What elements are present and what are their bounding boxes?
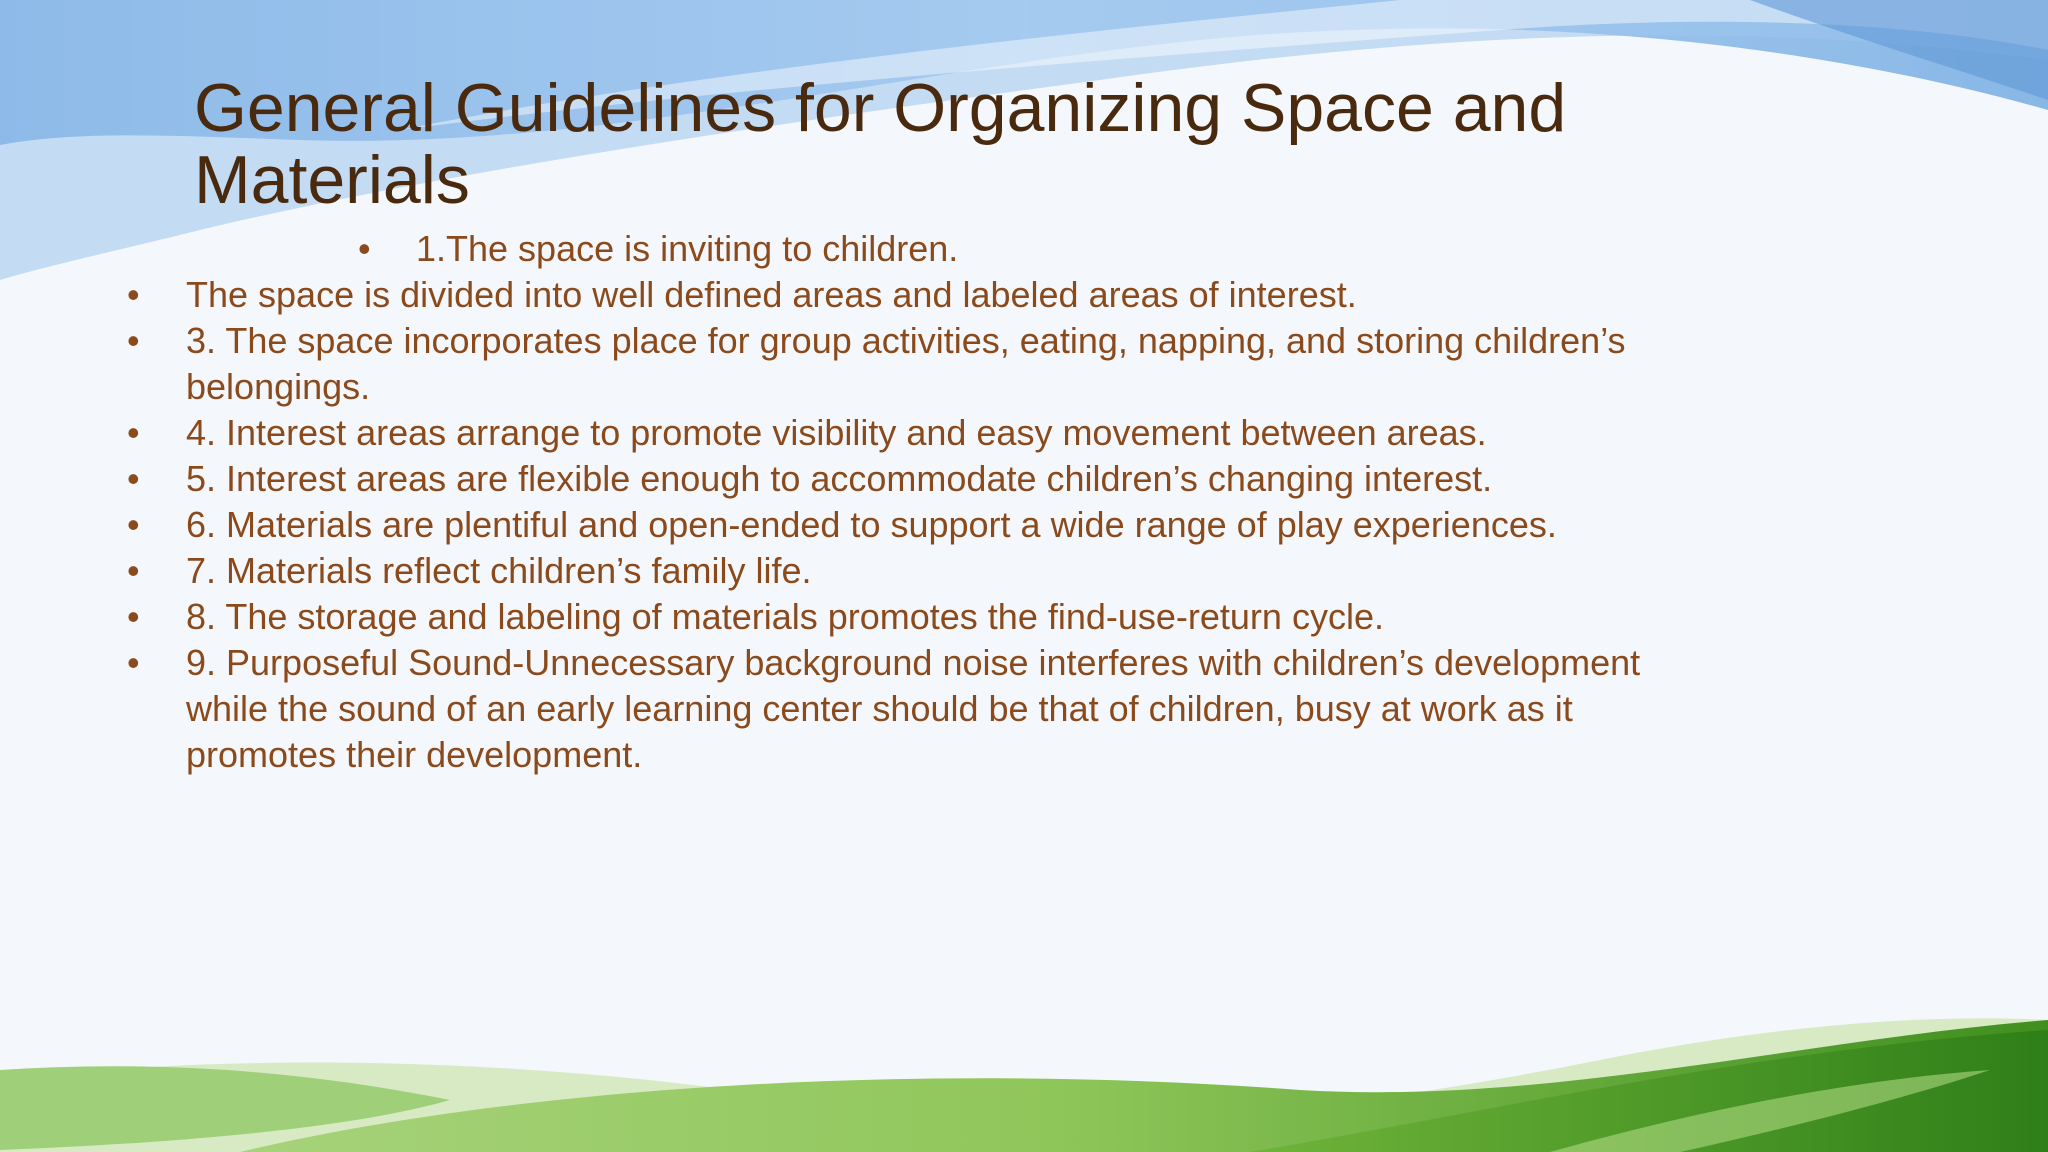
bullet-dot: • — [127, 458, 140, 499]
bullet-dot: • — [127, 320, 140, 361]
bullet-item-6 — [0, 502, 1700, 548]
bullet-item-1 — [0, 226, 1700, 272]
bullet-dot: • — [127, 504, 140, 545]
bullet-dot: • — [127, 274, 140, 315]
bullet-item-3 — [0, 318, 1700, 410]
bullet-item-2 — [0, 272, 1700, 318]
bullet-text: 3. The space incorporates place for group activities, eating, napping, and storing children’s belongings. — [186, 320, 1626, 407]
bullet-text: 9. Purposeful Sound-Unnecessary background noise interferes with children’s development while the sound of an early learning center should be that of children, busy at work as it promotes their development. — [186, 642, 1641, 775]
slide-title: General Guidelines for Organizing Space and Materials — [194, 70, 1567, 218]
bullet-text: 6. Materials are plentiful and open-ended to support a wide range of play experiences. — [186, 504, 1557, 545]
bullet-dot: • — [127, 412, 140, 453]
bullet-dot: • — [127, 596, 140, 637]
bullet-dot: • — [127, 642, 140, 683]
bullet-text: 1.The space is inviting to children. — [416, 228, 959, 269]
bullet-text: 8. The storage and labeling of materials promotes the find-use-return cycle. — [186, 596, 1384, 637]
bullet-text: 7. Materials reflect children’s family life. — [186, 550, 812, 591]
bullet-list — [0, 226, 1700, 778]
bullet-item-7 — [0, 548, 1700, 594]
bullet-dot: • — [358, 228, 371, 269]
bullet-item-5 — [0, 456, 1700, 502]
bullet-text: 4. Interest areas arrange to promote visibility and easy movement between areas. — [186, 412, 1487, 453]
bullet-item-8 — [0, 594, 1700, 640]
bullet-item-9 — [0, 640, 1700, 778]
bullet-item-4 — [0, 410, 1700, 456]
bullet-text: 5. Interest areas are flexible enough to accommodate children’s changing interest. — [186, 458, 1493, 499]
bullet-text: The space is divided into well defined areas and labeled areas of interest. — [186, 274, 1357, 315]
bullet-dot: • — [127, 550, 140, 591]
